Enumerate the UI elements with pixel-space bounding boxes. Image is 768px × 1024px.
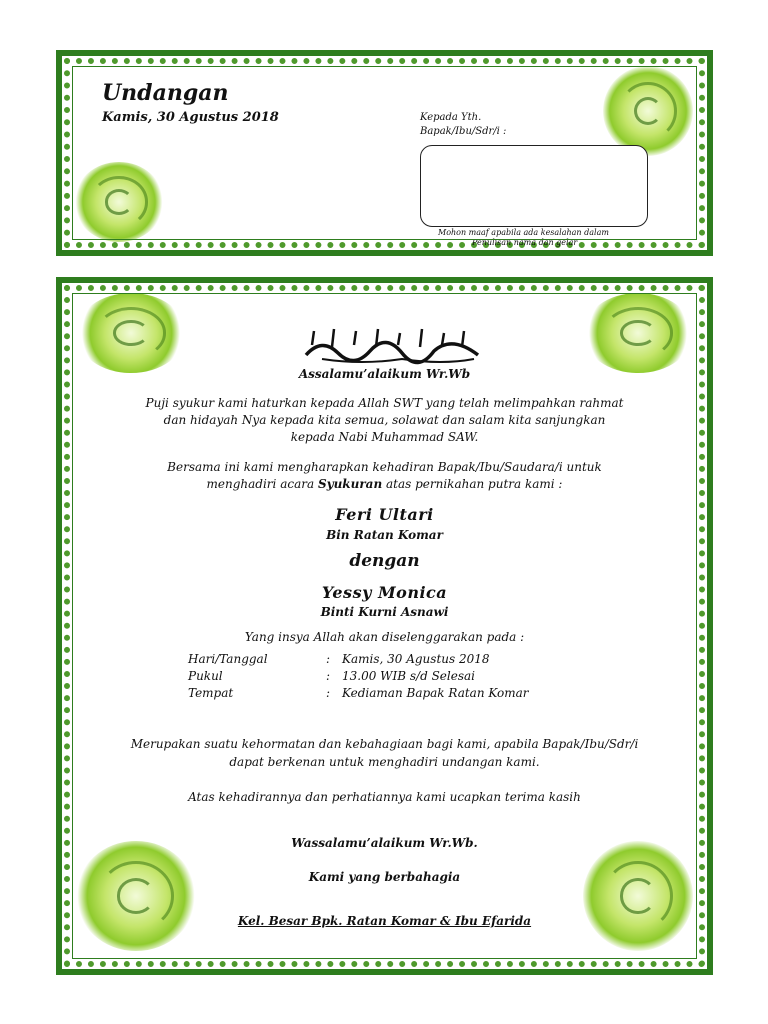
closing-salam: Wassalamu’alaikum Wr.Wb.	[291, 836, 478, 850]
groom-parent: Bin Ratan Komar	[326, 528, 443, 542]
floral-ornament-bottom-left	[76, 841, 196, 951]
intro-line-3: kepada Nabi Muhammad SAW.	[290, 430, 479, 444]
detail-label-place: Tempat	[188, 686, 234, 700]
invite-line-2-pre: menghadiri acara	[206, 477, 318, 491]
invitation-card	[56, 277, 713, 975]
detail-label-time: Pukul	[188, 669, 223, 683]
event-type: Syukuran	[317, 477, 383, 491]
bride-parent: Binti Kurni Asnawi	[320, 605, 449, 619]
connector-word: dengan	[349, 551, 420, 571]
detail-value-place: Kediaman Bapak Ratan Komar	[342, 686, 529, 700]
greeting-salam: Assalamu’alaikum Wr.Wb	[298, 367, 471, 381]
event-intro: Yang insya Allah akan diselenggarakan pada :	[244, 630, 525, 644]
bride-name: Yessy Monica	[321, 583, 448, 602]
recipient-label: Kepada Yth.	[420, 112, 482, 123]
detail-value-time: 13.00 WIB s/d Selesai	[342, 669, 475, 683]
detail-sep-place: :	[326, 686, 331, 700]
cover-date: Kamis, 30 Agustus 2018	[102, 110, 279, 125]
recipient-salutation: Bapak/Ibu/Sdr/i :	[420, 126, 507, 137]
floral-ornament-bottom-right	[583, 841, 693, 951]
envelope-card	[56, 50, 713, 256]
invite-line-2	[62, 477, 707, 491]
invitation-title: Undangan	[102, 80, 229, 106]
detail-sep-time: :	[326, 669, 331, 683]
bismillah-calligraphy-icon	[302, 325, 482, 365]
detail-value-date: Kamis, 30 Agustus 2018	[342, 652, 490, 666]
floral-ornament-top-right	[603, 66, 693, 156]
floral-ornament-top-right	[583, 293, 693, 373]
intro-line-1: Puji syukur kami haturkan kepada Allah SWT yang telah melimpahkan rahmat	[145, 396, 624, 410]
signoff: Kami yang berbahagia	[308, 870, 461, 884]
intro-line-2: dan hidayah Nya kepada kita semua, solawat dan salam kita sanjungkan	[163, 413, 606, 427]
groom-name: Feri Ultari	[335, 505, 434, 524]
family-signature: Kel. Besar Bpk. Ratan Komar & Ibu Efarida	[237, 914, 532, 928]
apology-note-line2: Penulisan nama dan gelar	[472, 238, 578, 247]
thanks-line: Atas kehadirannya dan perhatiannya kami ucapkan terima kasih	[188, 790, 581, 804]
closing-line-2: dapat berkenan untuk menghadiri undangan kami.	[229, 755, 540, 769]
detail-label-date: Hari/Tanggal	[188, 652, 268, 666]
invite-line-1: Bersama ini kami mengharapkan kehadiran Bapak/Ibu/Saudara/i untuk	[167, 460, 602, 474]
closing-line-1: Merupakan suatu kehormatan dan kebahagiaan bagi kami, apabila Bapak/Ibu/Sdr/i	[130, 737, 639, 751]
floral-ornament-top-left	[76, 293, 186, 373]
invite-line-2-post: atas pernikahan putra kami :	[382, 477, 563, 491]
floral-ornament-bottom-left	[74, 162, 164, 242]
recipient-address-box	[420, 145, 648, 227]
apology-note-line1: Mohon maaf apabila ada kesalahan dalam	[438, 228, 609, 237]
detail-sep-date: :	[326, 652, 331, 666]
